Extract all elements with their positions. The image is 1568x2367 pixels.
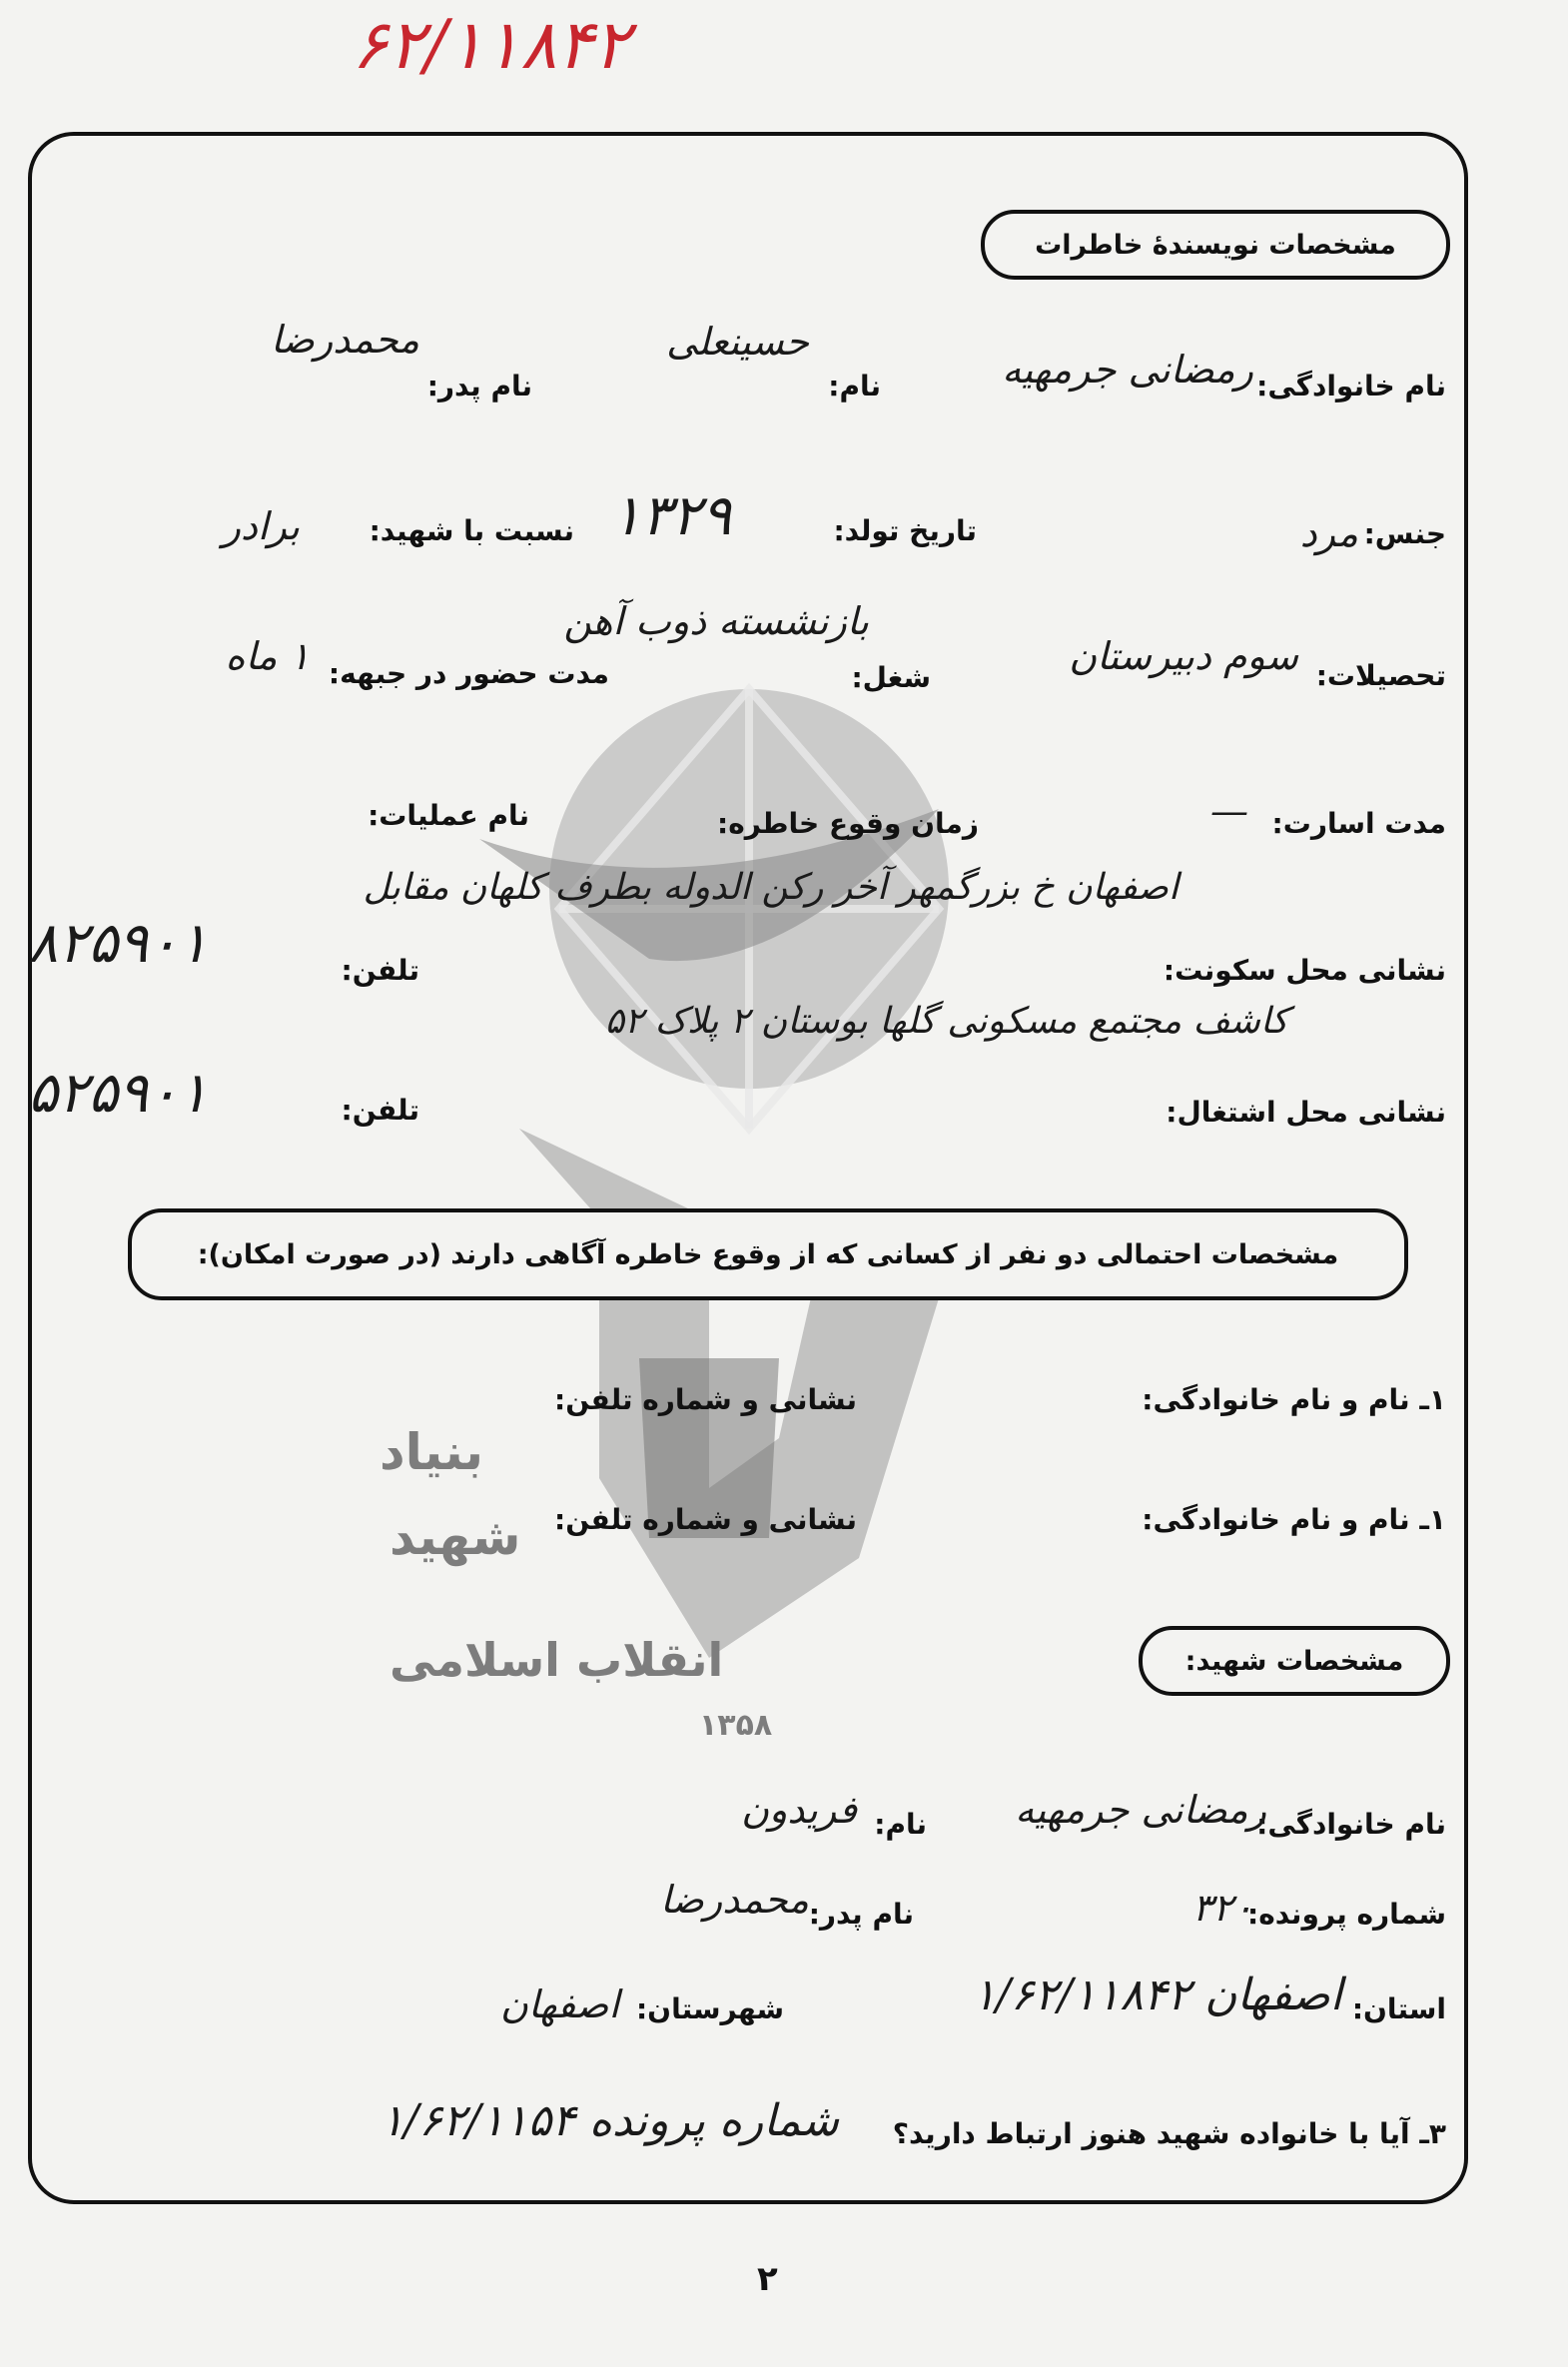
emblem-line1: بنیاد: [380, 1423, 484, 1481]
writer-work-label: نشانی محل اشتغال:: [1166, 1096, 1446, 1129]
witness1-address-label: نشانی و شماره تلفن:: [554, 1383, 857, 1416]
writer-phone2-value: ۵۲۵۹۰۱: [28, 1061, 209, 1126]
martyr-father-label: نام پدر:: [808, 1898, 914, 1931]
red-file-code: ۶۲/۱۱۸۴۲: [352, 6, 630, 85]
martyr-name-value: فریدون: [741, 1788, 857, 1832]
writer-operation-label: نام عملیات:: [368, 799, 529, 832]
writer-family-label: نام خانوادگی:: [1256, 370, 1446, 402]
writer-father-label: نام پدر:: [426, 370, 532, 402]
writer-residence-label: نشانی محل سکونت:: [1163, 954, 1446, 987]
writer-captivity-label: مدت اسارت:: [1271, 807, 1446, 840]
writer-birth-value: ۱۳۲۹: [611, 483, 732, 548]
martyr-name-label: نام:: [874, 1808, 927, 1841]
martyr-father-value: محمدرضا: [660, 1878, 809, 1922]
writer-captivity-value: —: [1210, 789, 1248, 833]
martyr-q3-label: ۳ـ آیا با خانواده شهید هنوز ارتباط دارید؟: [892, 2117, 1446, 2150]
writer-phone1-label: تلفن:: [341, 954, 419, 987]
martyr-file-value: ۳۲۰: [1191, 1886, 1253, 1930]
writer-relation-value: برادر: [222, 504, 300, 548]
writer-phone1-value: ۸۲۵۹۰۱: [28, 911, 209, 976]
emblem-line3: انقلاب اسلامی: [390, 1633, 724, 1687]
writer-residence-line2: کاشف مجتمع مسکونی گلها بوستان ۲ پلاک ۵۲: [604, 1001, 1288, 1042]
writer-education-value: سوم دبیرستان: [1069, 634, 1298, 678]
martyr-family-label: نام خانوادگی:: [1256, 1808, 1446, 1841]
writer-father-value: محمدرضا: [271, 318, 419, 362]
martyr-city-label: شهرستان:: [635, 1992, 784, 2025]
writer-gender-label: جنس:: [1363, 517, 1446, 550]
emblem-year: ۱۳۵۸: [699, 1708, 773, 1743]
writer-job-value: بازنشسته ذوب آهن: [563, 599, 869, 643]
writer-name-value: حسینعلی: [666, 320, 809, 364]
martyr-province-label: استان:: [1351, 1992, 1446, 2025]
writer-job-label: شغل:: [851, 661, 931, 694]
martyr-city-value: اصفهان: [499, 1982, 619, 2026]
witness2-name-label: ۱ـ نام و نام خانوادگی:: [1142, 1503, 1446, 1536]
section-title-martyr: مشخصات شهید:: [1139, 1626, 1450, 1696]
section-title-witnesses: مشخصات احتمالی دو نفر از کسانی که از وقوع خاطره آگاهی دارند (در صورت امکان):: [128, 1208, 1408, 1300]
witness1-name-label: ۱ـ نام و نام خانوادگی:: [1142, 1383, 1446, 1416]
page-number: ۲: [757, 2259, 778, 2299]
writer-name-label: نام:: [828, 370, 881, 402]
writer-phone2-label: تلفن:: [341, 1094, 419, 1127]
writer-relation-label: نسبت با شهید:: [369, 514, 574, 547]
martyr-q3-value: شماره پرونده ۱/۶۲/۱۱۵۴: [380, 2095, 839, 2146]
writer-memory-time-label: زمان وقوع خاطره:: [717, 807, 979, 840]
martyr-file-label: شماره پرونده:: [1247, 1898, 1446, 1931]
writer-gender-value: مرد: [1299, 511, 1358, 555]
writer-birth-label: تاریخ تولد:: [833, 514, 977, 547]
section-title-writer: مشخصات نویسندهٔ خاطرات: [981, 210, 1450, 280]
writer-education-label: تحصیلات:: [1315, 659, 1446, 692]
martyr-province-value: اصفهان ۱/۶۲/۱۱۸۴۲: [972, 1970, 1342, 2020]
martyr-family-value: رمضانی جرمهیه: [1015, 1788, 1266, 1832]
writer-front-value: ۱ ماه: [225, 634, 310, 678]
witness2-address-label: نشانی و شماره تلفن:: [554, 1503, 857, 1536]
writer-residence-line1: اصفهان خ بزرگمهر آخر رکن الدوله بطرف کلهان مقابل: [363, 867, 1178, 908]
writer-family-value: رمضانی جرمهیه: [1002, 348, 1253, 392]
emblem-line2: شهید: [390, 1508, 521, 1566]
writer-front-label: مدت حضور در جبهه:: [328, 657, 609, 690]
